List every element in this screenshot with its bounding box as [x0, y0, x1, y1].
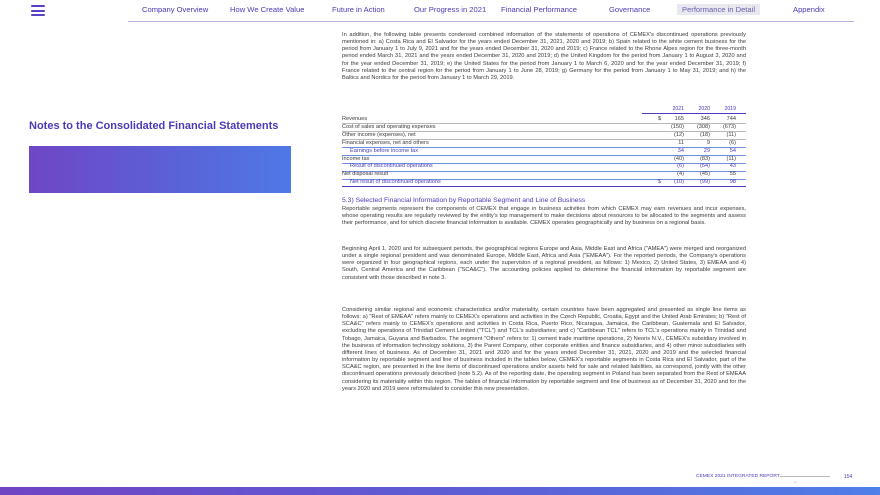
cell-value: 98	[729, 179, 736, 186]
top-navigation	[0, 0, 880, 22]
row-label: Revenues	[342, 116, 368, 122]
row-label: Cost of sales and operating expenses	[342, 123, 436, 130]
cell-value: 744	[726, 116, 736, 122]
hamburger-menu-icon[interactable]	[31, 5, 45, 16]
section-heading: 5.3) Selected Financial Information by Reportable Segment and Line of Business	[342, 197, 586, 204]
cell-value: (6)	[677, 163, 684, 170]
bottom-gradient-bar	[0, 487, 880, 495]
cell-value: (40)	[674, 155, 684, 162]
table-header-rule	[642, 113, 746, 114]
cell-value: (18)	[700, 131, 710, 138]
cell-value: 11	[678, 139, 684, 146]
row-label: Income tax	[342, 155, 370, 162]
cell-value: 9	[706, 139, 710, 146]
nav-future-in-action[interactable]: Future in Action	[332, 5, 385, 14]
year-header: 2019	[724, 106, 736, 112]
table-row	[342, 179, 746, 186]
table-row	[342, 156, 746, 163]
section-paragraph: Reportable segments represent the components of CEMEX that engage in business activities from which CEMEX may earn revenues and incur expenses, whose operating results are regularly reviewed by the entity's top management to make decisions about resources to be allocated to the segments and assess their performance, and for which discrete financial information is available. CEMEX operates geographically and by business on a regional basis.	[342, 206, 746, 227]
row-label: Net disposal result	[342, 171, 389, 178]
cell-value: 165	[674, 116, 684, 122]
nav-divider	[128, 21, 854, 22]
row-label: Earnings before income tax	[350, 147, 419, 154]
cell-value: 55	[729, 171, 736, 178]
section-paragraph: Considering similar regional and economic characteristics and/or materiality, certain countries have been aggregated and presented as single line items as follows: a) "Rest of EMEAA" refers mainly to CEMEX's operations and activities in the Czech Republic, Croatia, Egypt and the United Arab Emirates; b) "Rest of SCA&C" refers mainly to CEMEX's operations and activities in Costa Rica, Puerto Rico, Nicaragua, Jamaica, the Caribbean, Guatemala and El Salvador, excluding the operations of Trinidad Cement Limited ("TCL") and TCL's subsidiaries; and c) "Caribbean TCL" refers to TCL's operations mainly in Trinidad and Tobago, Jamaica, Guyana and Barbados. The segment "Others" refers to: 1) cement trade maritime operations, 2) Neoris N.V., CEMEX's subsidiary involved in the business of information technology solutions, 3) the Parent Company, other corporate entities and finance subsidiaries, and 4) other minor subsidiaries with different lines of business. As of December 31, 2021 and 2020 and for the years ended December 31, 2021, 2020 and 2019 and the selected financial information by reportable segment and line of business included in the tables below, CEMEX's reportable segments in Costa Rica and El Salvador, part of the SCA&C region, are presented in the line items of discontinued operations and/or assets held for sale and related liabilities, as correspond, jointly with the other discontinued operations previously described (note 5.2). As of the reporting date, the operating segment in Poland has been separated from the Rest of EMEAA considering its materiality within this region. The tables of financial information by reportable segment and line of business as of December 31, 2020 and for the years 2020 and 2019 were reformulated to consider this new presentation.	[342, 307, 746, 392]
currency-symbol: $	[658, 179, 662, 186]
cell-value: (12)	[674, 131, 684, 138]
table-row	[342, 171, 746, 178]
cell-value: (45)	[700, 171, 710, 178]
table-row	[342, 124, 746, 131]
section-paragraph: Beginning April 1, 2020 and for subsequent periods, the geographical regions Europe and Asia, Middle East and Africa ("AMEA") were merged and reorganized under a single regional president and was denominated Europe, Middle East, Africa and Asia ("EMEAA"). For the reported periods, the Company's operations were organized in four geographical regions, each under the supervision of a regional president, as follows: 1) Mexico, 2) United States, 3) EMEAA and 4) South, Central America and the Caribbean ("SCA&C"). The accounting policies applied to determine the financial information by reportable segment are consistent with those described in note 3.	[342, 246, 746, 281]
cell-value: (99)	[700, 179, 710, 186]
cell-value: (11)	[726, 155, 736, 162]
page-number: 154	[844, 474, 853, 480]
row-divider	[342, 186, 746, 187]
nav-our-progress-2021[interactable]: Our Progress in 2021	[414, 5, 487, 14]
currency-symbol: $	[658, 116, 662, 122]
nav-financial-performance[interactable]: Financial Performance	[501, 5, 577, 14]
nav-company-overview[interactable]: Company Overview	[142, 5, 209, 14]
table-row	[342, 140, 746, 147]
footer-mark: •••	[794, 480, 798, 484]
nav-governance[interactable]: Governance	[609, 5, 651, 14]
year-header: 2021	[672, 106, 684, 112]
cell-value: (10)	[674, 179, 684, 186]
year-header: 2020	[698, 106, 710, 112]
cell-value: (4)	[677, 171, 684, 178]
nav-appendix[interactable]: Appendix	[793, 5, 825, 14]
cell-value: (83)	[700, 155, 710, 162]
table-row	[342, 132, 746, 139]
cell-value: (11)	[726, 131, 736, 138]
row-label: Net result of discontinued operations	[350, 179, 441, 186]
table-row	[342, 163, 746, 170]
cell-value: 34	[677, 147, 684, 154]
cell-value: 43	[729, 163, 736, 170]
cell-value: (6)	[729, 139, 736, 146]
cell-value: 54	[729, 147, 736, 154]
footer-rule	[780, 476, 830, 477]
cell-value: 29	[703, 147, 710, 154]
intro-paragraph: In addition, the following table presents condensed combined information of the statements of operations of CEMEX's discontinued operations previously mentioned in: a) Costa Rica and El Salvador for the years ended December 31, 2021, 2020 and 2019; b) Spain related to the white cement business for the period from January 1 to July 9, 2021 and for the years ended December 31, 2020 and 2019; c) France related to the Rhone Alpes region for the three-month period ended March 31, 2021 and the years ended December 31, 2020 and 2019; d) the United Kingdom for the period from January 1 to August 3, 2020 and for the year ended December 31, 2019; e) the United States for the period from January 1 to March 6, 2020 and for the year ended December 31, 2019; f) France related to the central region for the period from January 1 to June 28, 2019; g) Germany for the period from January 1 to May 31, 2019; and h) the Baltics and Nordics for the period from January 1 to March 29, 2019.	[342, 32, 746, 81]
section-title: Notes to the Consolidated Financial Statements	[29, 120, 279, 132]
row-label: Financial expenses, net and others	[342, 139, 429, 146]
nav-how-we-create-value[interactable]: How We Create Value	[230, 5, 305, 14]
cell-value: (54)	[700, 163, 710, 170]
nav-performance-in-detail[interactable]: Performance in Detail	[677, 4, 760, 15]
row-label: Other income (expenses), net	[342, 131, 416, 138]
report-title: CEMEX 2021 INTEGRATED REPORT	[696, 474, 780, 479]
table-row	[342, 116, 746, 123]
cell-value: (150)	[670, 123, 684, 130]
cell-value: (308)	[696, 123, 710, 130]
table-header	[342, 106, 746, 113]
cell-value: 346	[700, 116, 710, 122]
table-row	[342, 148, 746, 155]
cell-value: (673)	[722, 123, 736, 130]
row-label: Result of discontinued operations	[350, 163, 433, 170]
section-gradient-banner	[29, 146, 291, 193]
